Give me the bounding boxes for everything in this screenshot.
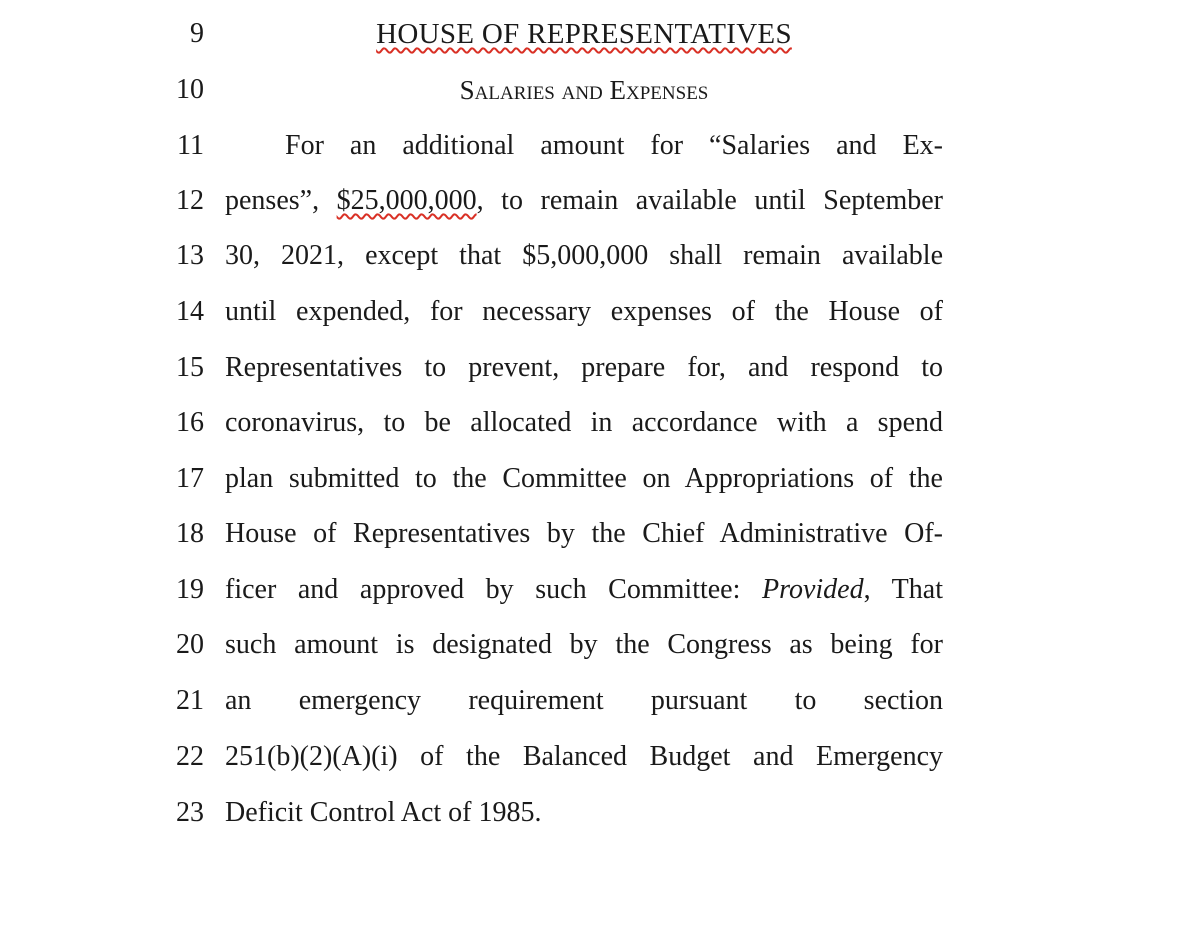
paragraph-line: until expended, for necessary expenses of the House of bbox=[225, 296, 943, 327]
line-text-before: penses”, bbox=[225, 185, 337, 216]
paragraph-line bbox=[225, 570, 943, 610]
line-22 bbox=[0, 737, 1200, 793]
line-19 bbox=[0, 570, 1200, 626]
line-number: 18 bbox=[176, 518, 204, 549]
line-number: 16 bbox=[176, 407, 204, 438]
line-9 bbox=[0, 14, 1200, 70]
heading-text: HOUSE OF REPRESENTATIVES bbox=[376, 18, 792, 50]
line-number: 15 bbox=[176, 352, 204, 383]
paragraph-line bbox=[225, 181, 943, 221]
subsection-heading: Salaries and Expenses bbox=[459, 75, 709, 105]
line-12 bbox=[0, 181, 1200, 237]
italic-term: Provided bbox=[761, 574, 864, 605]
paragraph-line: 251(b)(2)(A)(i) of the Balanced Budget and Emergency bbox=[225, 741, 943, 772]
line-17 bbox=[0, 459, 1200, 515]
line-11 bbox=[0, 126, 1200, 182]
paragraph-line: coronavirus, to be allocated in accordance with a spend bbox=[225, 407, 943, 438]
line-text-before: ficer and approved by such Committee: bbox=[225, 574, 762, 605]
line-21 bbox=[0, 681, 1200, 737]
paragraph-line: For an additional amount for “Salaries and Ex- bbox=[285, 130, 943, 161]
line-18 bbox=[0, 514, 1200, 570]
line-number: 19 bbox=[176, 574, 204, 605]
line-10 bbox=[0, 70, 1200, 126]
line-16 bbox=[0, 403, 1200, 459]
line-23 bbox=[0, 793, 1200, 849]
line-number: 17 bbox=[176, 463, 204, 494]
line-number: 21 bbox=[176, 685, 204, 716]
flagged-amount[interactable]: $25,000,000 bbox=[336, 185, 477, 216]
paragraph-line: Deficit Control Act of 1985. bbox=[225, 797, 542, 828]
line-number: 10 bbox=[176, 74, 204, 105]
line-number: 22 bbox=[176, 741, 204, 772]
line-number: 14 bbox=[176, 296, 204, 327]
line-number: 23 bbox=[176, 797, 204, 828]
paragraph-line: plan submitted to the Committee on Appropriations of the bbox=[225, 463, 943, 494]
paragraph-line: such amount is designated by the Congress as being for bbox=[225, 629, 943, 660]
line-20 bbox=[0, 625, 1200, 681]
paragraph-line: an emergency requirement pursuant to section bbox=[225, 685, 943, 716]
line-number: 9 bbox=[190, 18, 204, 49]
line-13 bbox=[0, 236, 1200, 292]
line-number: 13 bbox=[176, 240, 204, 271]
section-heading bbox=[225, 14, 943, 54]
paragraph-line: House of Representatives by the Chief Administrative Of- bbox=[225, 518, 943, 549]
line-number: 12 bbox=[176, 185, 204, 216]
line-text-after: , That bbox=[863, 574, 943, 605]
line-14 bbox=[0, 292, 1200, 348]
paragraph-line: Representatives to prevent, prepare for, and respond to bbox=[225, 352, 943, 383]
paragraph-line: 30, 2021, except that $5,000,000 shall remain available bbox=[225, 240, 943, 271]
line-number: 20 bbox=[176, 629, 204, 660]
line-15 bbox=[0, 348, 1200, 404]
line-text-after: , to remain available until September bbox=[476, 185, 943, 216]
line-number: 11 bbox=[177, 130, 204, 161]
